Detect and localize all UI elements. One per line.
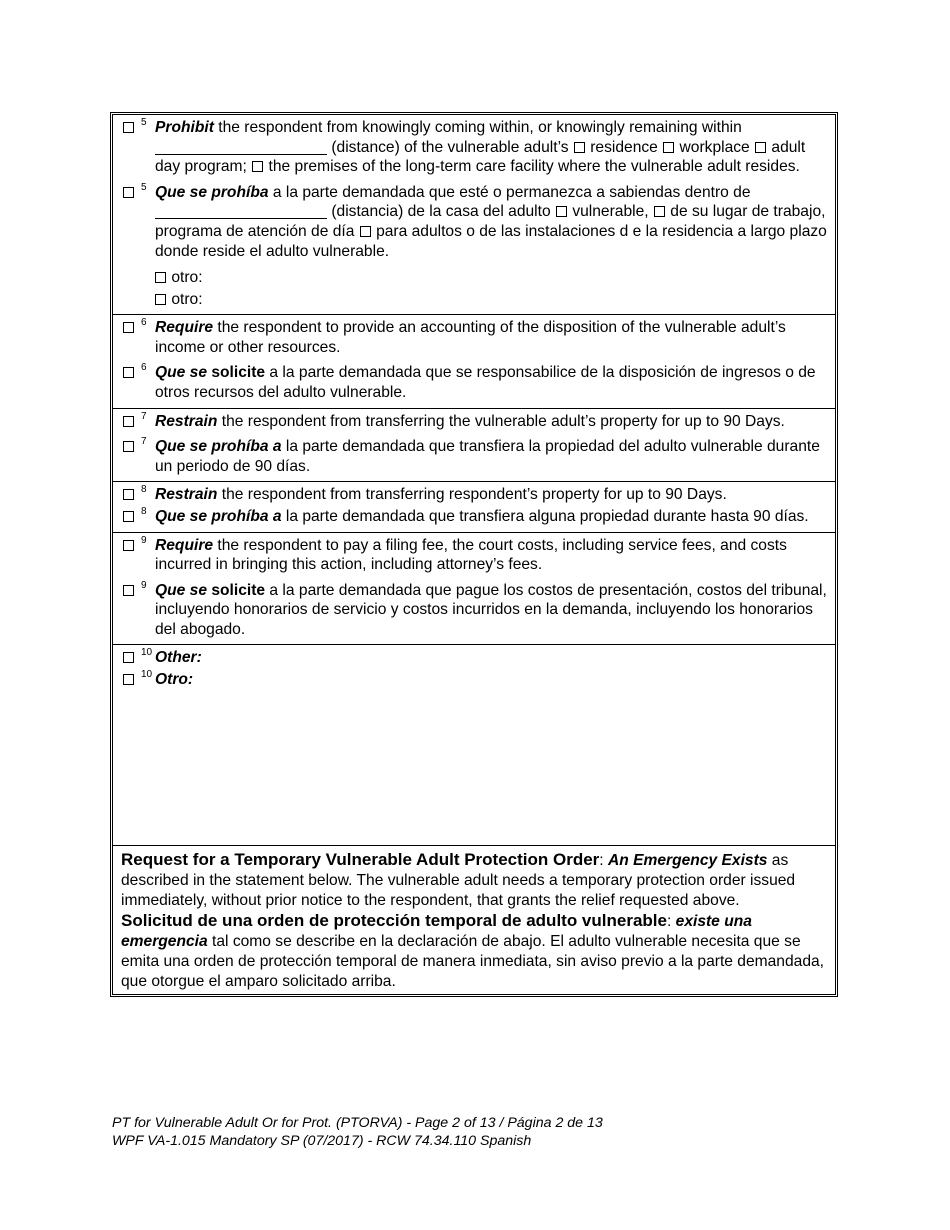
item-verb: Require	[155, 319, 214, 337]
otro-checkbox-1[interactable]	[155, 272, 166, 283]
request-heading-es: Solicitud de una orden de protección temporal de adulto vulnerable	[121, 910, 667, 930]
item-8-es	[121, 507, 827, 527]
section-9	[113, 533, 835, 646]
item-verb: Que se	[155, 364, 208, 382]
item-text: la parte demandada que transfiera la propiedad del adulto vulnerable durante un periodo de 90 días.	[155, 438, 820, 475]
item-text: the respondent from transferring respondent’s property for up to 90 Days.	[217, 486, 727, 504]
item-number: 9	[141, 579, 147, 591]
section-10	[113, 645, 835, 845]
item-text: a la parte demandada que esté o permanezca a sabiendas dentro de	[268, 183, 751, 201]
item-verb: Prohibit	[155, 119, 214, 136]
page-footer	[112, 1114, 603, 1150]
item-5-es	[121, 183, 827, 261]
item-text: the respondent from knowingly coming within, or knowingly remaining within	[213, 119, 742, 136]
residence-checkbox[interactable]	[574, 142, 585, 153]
item-number: 7	[141, 436, 147, 448]
checkbox-5-es[interactable]	[123, 187, 134, 198]
item-text: (distancia) de la casa del adulto	[327, 203, 555, 221]
item-text: the respondent from transferring the vulnerable adult’s property for up to 90 Days.	[217, 412, 785, 430]
item-number: 8	[141, 484, 147, 496]
request-text-en: as described in the statement below. The vulnerable adult needs a temporary protection order issued immediately, without prior notice to the respondent, that grants the relief requested above.	[121, 851, 796, 909]
item-number: 5	[141, 181, 147, 193]
checkbox-5-en[interactable]	[123, 122, 134, 133]
item-number: 5	[141, 117, 147, 128]
item-number: 6	[141, 362, 147, 374]
item-verb: Que se	[155, 581, 208, 599]
item-number: 10	[141, 647, 153, 659]
item-number: 8	[141, 505, 147, 517]
item-7-en	[121, 412, 827, 432]
trabajo-checkbox[interactable]	[654, 206, 665, 217]
footer-line-2: WPF VA-1.015 Mandatory SP (07/2017) - RCW 74.34.110 Spanish	[112, 1133, 532, 1149]
option-day-program: adult day program;	[155, 138, 806, 176]
request-section	[113, 846, 835, 994]
checkbox-10-en[interactable]	[123, 652, 134, 663]
item-number: 7	[141, 410, 147, 422]
item-verb: Que se prohíba a	[155, 507, 282, 525]
request-text-es: tal como se describe en la declaración de abajo. El adulto vulnerable necesita que se emita una orden de protección temporal de manera inmediata, sin aviso previo a la parte demandada, que otorgue el amparo solicitado arriba.	[121, 932, 825, 990]
section-6	[113, 315, 835, 408]
instalaciones-checkbox[interactable]	[360, 226, 371, 237]
petition-form-box	[110, 112, 838, 997]
colon: :	[599, 851, 608, 869]
request-heading-en: Request for a Temporary Vulnerable Adult Protection Order	[121, 849, 600, 869]
item-number: 6	[141, 317, 147, 329]
option-casa: vulnerable,	[567, 203, 653, 221]
footer-line-1: PT for Vulnerable Adult Or for Prot. (PTORVA) - Page 2 of 13 / Página 2 de 13	[112, 1115, 603, 1131]
section-5	[113, 115, 835, 315]
distance-field-es[interactable]	[155, 203, 327, 219]
checkbox-10-es[interactable]	[123, 674, 134, 685]
item-8-en	[121, 485, 827, 505]
item-verb: Restrain	[155, 486, 218, 504]
existe-emergencia: existe una emergencia	[121, 912, 752, 950]
other-line-2	[121, 289, 827, 311]
item-text: la parte demandada que transfiera alguna propiedad durante hasta 90 días.	[281, 507, 809, 525]
other-text-area[interactable]	[121, 692, 827, 842]
item-10-en	[121, 648, 827, 668]
item-text: (distance) of the vulnerable adult’s	[327, 138, 573, 156]
item-verb: Que se prohíba	[155, 183, 269, 201]
item-verb-2: solicite	[207, 581, 266, 599]
item-text: the respondent to pay a filing fee, the court costs, including service fees, and costs incurred in bringing this action, including attorney’s fees.	[155, 536, 787, 574]
item-6-en	[121, 318, 827, 357]
emergency-exists: An Emergency Exists	[607, 851, 768, 869]
item-text: the respondent to provide an accounting of the disposition of the vulnerable adult’s income or other resources.	[155, 319, 786, 356]
item-number: 10	[141, 669, 153, 681]
request-es	[121, 911, 827, 992]
section-7	[113, 409, 835, 483]
item-text: a la parte demandada que pague los costos de presentación, costos del tribunal, incluyendo honorarios de servicio y costos incurridos en la demanda, incluyendo los honorarios del abogado.	[155, 581, 827, 638]
distance-field-en[interactable]	[155, 139, 327, 155]
other-label: Other:	[155, 649, 202, 667]
checkbox-8-es[interactable]	[123, 511, 134, 522]
workplace-checkbox[interactable]	[663, 142, 674, 153]
otro-label: otro:	[171, 269, 203, 287]
otro-label: otro:	[171, 291, 203, 309]
item-10-es	[121, 670, 827, 690]
checkbox-9-en[interactable]	[123, 540, 134, 551]
otro-label: Otro:	[155, 671, 194, 689]
facility-checkbox[interactable]	[252, 161, 263, 172]
checkbox-6-es[interactable]	[123, 367, 134, 378]
option-instalaciones: para adultos o de las instalaciones d e la residencia a largo plazo donde reside el adulto vulnerable.	[155, 222, 827, 260]
checkbox-8-en[interactable]	[123, 489, 134, 500]
checkbox-7-en[interactable]	[123, 416, 134, 427]
item-verb-2: solicite	[207, 364, 266, 382]
item-text: a la parte demandada que se responsabilice de la disposición de ingresos o de otros recursos del adulto vulnerable.	[155, 364, 816, 401]
item-verb: Require	[155, 536, 214, 554]
option-workplace: workplace	[675, 138, 755, 156]
option-facility: the premises of the long-term care facility where the vulnerable adult resides.	[264, 158, 800, 176]
item-5-en	[121, 118, 827, 177]
item-6-es	[121, 363, 827, 402]
day-program-checkbox[interactable]	[755, 142, 766, 153]
item-7-es	[121, 437, 827, 476]
request-en	[121, 850, 827, 911]
casa-checkbox[interactable]	[556, 206, 567, 217]
other-line-1	[121, 267, 827, 289]
checkbox-9-es[interactable]	[123, 585, 134, 596]
checkbox-6-en[interactable]	[123, 322, 134, 333]
item-verb: Que se prohíba a	[155, 438, 282, 456]
item-9-es	[121, 581, 827, 640]
colon: :	[666, 912, 676, 930]
option-residence: residence	[585, 138, 663, 156]
item-9-en	[121, 536, 827, 575]
item-verb: Restrain	[155, 412, 218, 430]
otro-checkbox-2[interactable]	[155, 294, 166, 305]
section-8	[113, 482, 835, 532]
option-trabajo: de su lugar de trabajo, programa de atención de día	[155, 203, 826, 240]
item-number: 9	[141, 534, 147, 546]
checkbox-7-es[interactable]	[123, 441, 134, 452]
